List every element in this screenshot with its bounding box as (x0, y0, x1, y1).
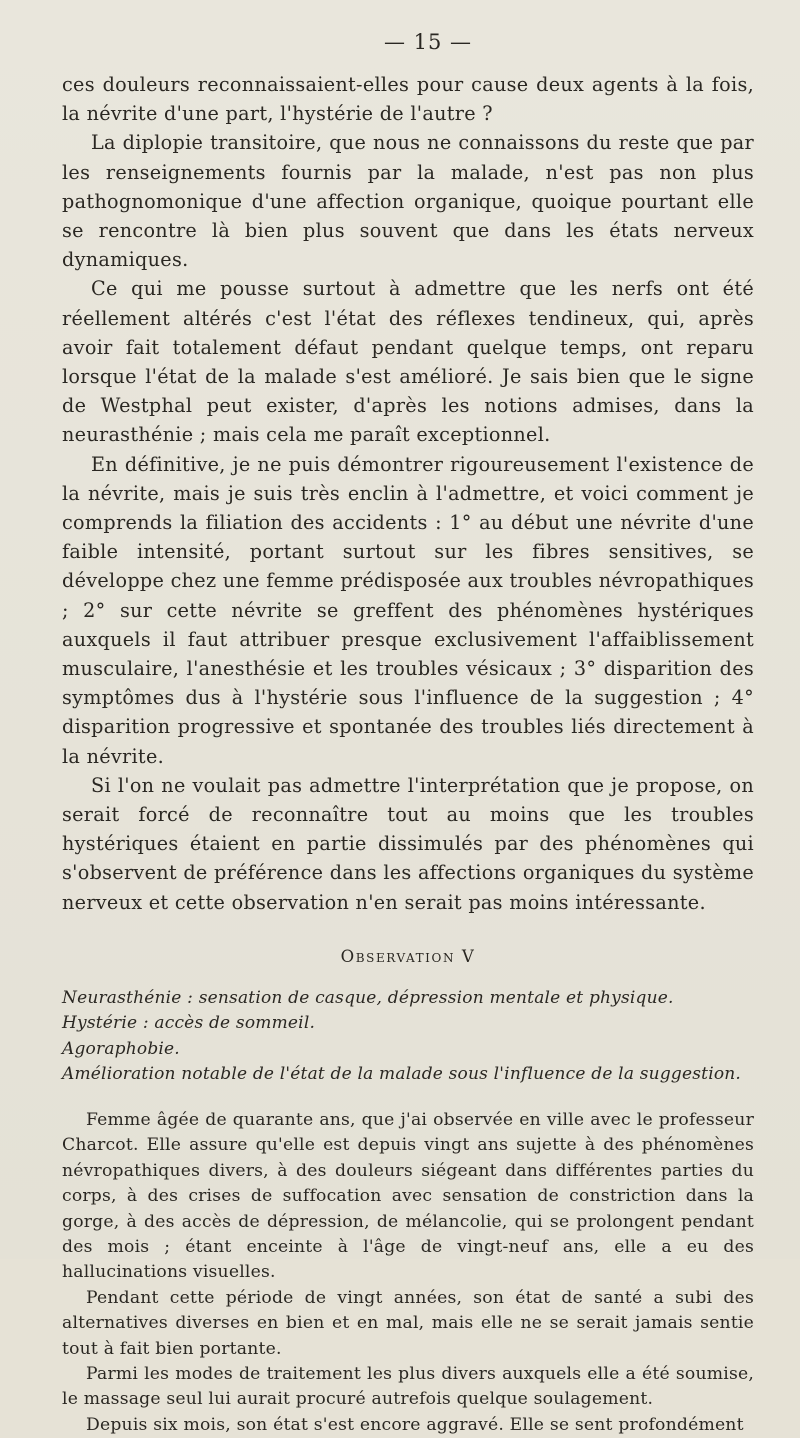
paragraph: La diplopie transitoire, que nous ne connaissons du reste que par les renseignements fournis par la malade, n'est pas non plus pathognomonique d'une affection organique, quoique pourtant elle se rencontre là bien plus souvent que dans les états nerveux dynamiques. (62, 131, 754, 272)
case-paragraph: Depuis six mois, son état s'est encore aggravé. Elle se sent profondément (86, 1414, 744, 1435)
observation-summary (62, 986, 754, 1088)
observation-heading: Observation V (340, 946, 476, 966)
main-text (62, 70, 754, 917)
summary-line: Amélioration notable de l'état de la malade sous l'influence de la suggestion. (62, 1064, 742, 1085)
summary-line: Hystérie : accès de sommeil. (62, 1013, 316, 1034)
summary-line: Neurasthénie : sensation de casque, dépression mentale et physique. (62, 987, 674, 1008)
paragraph: ces douleurs reconnaissaient-elles pour cause deux agents à la fois, la névrite d'une part, l'hystérie de l'autre ? (62, 73, 754, 126)
paragraph: Ce qui me pousse surtout à admettre que les nerfs ont été réellement altérés c'est l'état des réflexes tendineux, qui, après avoir fait totalement défaut pendant quelque temps, ont reparu lorsque l'état de la malade s'est amélioré. Je sais bien que le signe de Westphal peut exister, d'après les notions admises, dans la neurasthénie ; mais cela me paraît exceptionnel. (62, 277, 754, 447)
paragraph: Si l'on ne voulait pas admettre l'interprétation que je propose, on serait forcé de reconnaître tout au moins que les troubles hystériques étaient en partie dissimulés par des phénomènes qui s'observent de préférence dans les affections organiques du système nerveux et cette observation n'en serait pas moins intéressante. (62, 773, 754, 914)
case-paragraph: Parmi les modes de traitement les plus divers auxquels elle a été soumise, le massage seul lui aurait procuré autrefois quelque soulagement. (62, 1363, 754, 1410)
case-text (62, 1108, 754, 1438)
summary-line: Agoraphobie. (62, 1038, 180, 1059)
page-number: — 15 — (383, 30, 473, 54)
case-paragraph: Pendant cette période de vingt années, son état de santé a subi des alternatives diverses en bien et en mal, mais elle ne se serait jamais sentie tout à fait bien portante. (62, 1287, 754, 1359)
paragraph: En définitive, je ne puis démontrer rigoureusement l'existence de la névrite, mais je suis très enclin à l'admettre, et voici comment je comprends la filiation des accidents : 1° au début une névrite d'une faible intensité, portant surtout sur les fibres sensitives, se développe chez une femme prédisposée aux troubles névropathiques ; 2° sur cette névrite se greffent des phénomènes hystériques auxquels il faut attribuer presque exclusivement l'affaiblissement musculaire, l'anesthésie et les troubles vésicaux ; 3° disparition des symptômes dus à l'hystérie sous l'influence de la suggestion ; 4° disparition progressive et spontanée des troubles liés directement à la névrite. (62, 452, 754, 768)
case-paragraph: Femme âgée de quarante ans, que j'ai observée en ville avec le professeur Charcot. Elle assure qu'elle est depuis vingt ans sujette à des phénomènes névropathiques divers, à des douleurs siégeant dans différentes parties du corps, à des crises de suffocation avec sensation de constriction dans la gorge, à des accès de dépression, de mélancolie, qui se prolongent pendant des mois ; étant enceinte à l'âge de vingt-neuf ans, elle a eu des hallucinations visuelles. (62, 1109, 754, 1283)
